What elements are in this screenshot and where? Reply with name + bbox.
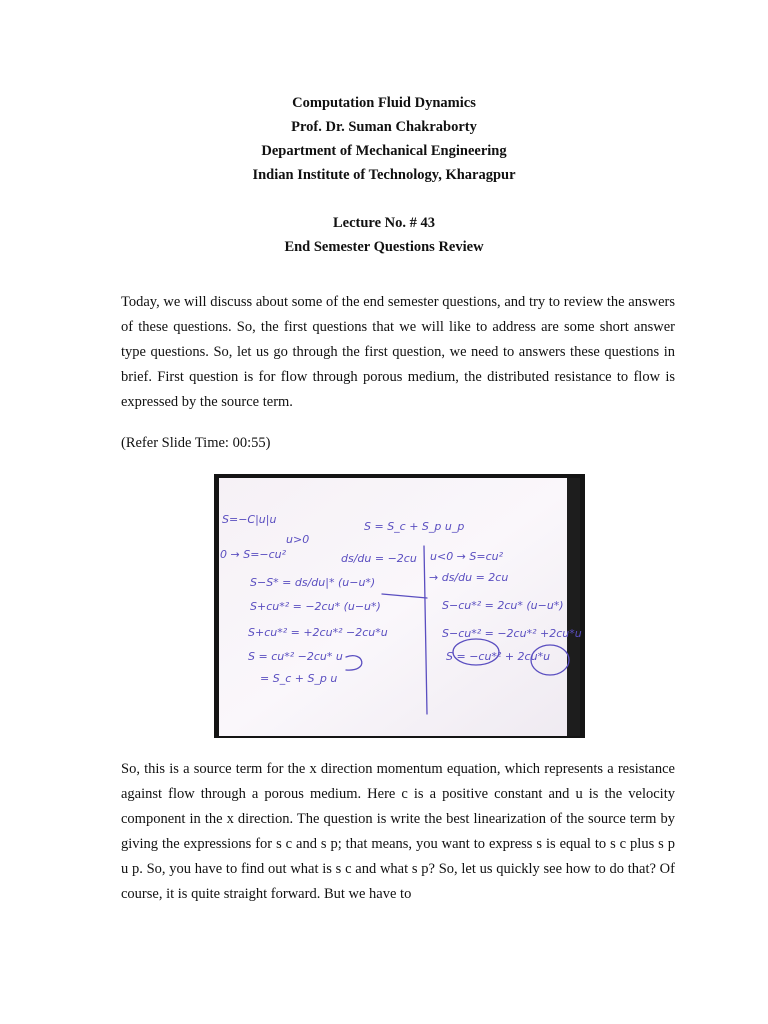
document-header [0,91,768,187]
course-title: Computation Fluid Dynamics [292,95,476,111]
slide-line: S=−C|u|u [222,513,277,526]
slide-line: ds/du = −2cu [341,552,417,565]
slide-line: S+cu*² = −2cu* (u−u*) [250,600,381,613]
slide-line: u<0 → S=cu² [430,550,504,563]
professor-name: Prof. Dr. Suman Chakraborty [291,119,477,135]
slide-line: u>0 [286,533,310,546]
slide-line: S = −cu*² + 2cu*u [446,650,551,663]
whiteboard-drawing [214,474,585,738]
slide-line: S+cu*² = +2cu*² −2cu*u [248,626,388,639]
body-paragraph: So, this is a source term for the x direction momentum equation, which represents a resistance against flow through a porous medium. Here c is a positive constant and u is the velocity component in the x direction. The question is write the best linearization of the source term by giving the expressions for s c and s p; that means, you want to express s is equal to s c plus s p u p. So, you have to find out what is s c and what s p? So, let us quickly see how to do that? Of course, it is quite straight forward. But we have to [121,761,675,902]
lecture-header [0,211,768,259]
slide-right-edge [567,478,580,736]
intro-paragraph: Today, we will discuss about some of the end semester questions, and try to review the answers of these questions. So, the first questions that we will like to address are some short answer type questions. So, let us go through the first question, we need to answers these questions in brief. First question is for flow through porous medium, the distributed resistance to flow is expressed by the source term. [121,294,675,410]
institute-name: Indian Institute of Technology, Kharagpur [252,167,516,183]
slide-line: = S_c + S_p u [260,672,338,685]
slide-line: S−S* = ds/du|* (u−u*) [250,576,376,589]
department-name: Department of Mechanical Engineering [261,143,507,159]
slide-line: 0 → S=−cu² [220,548,287,561]
lecture-title: End Semester Questions Review [284,239,484,255]
refer-slide-time: (Refer Slide Time: 00:55) [121,435,271,451]
lecture-slide-image [214,474,585,738]
slide-line: S−cu*² = 2cu* (u−u*) [442,599,564,612]
slide-line: → ds/du = 2cu [429,571,509,584]
slide-line: S = cu*² −2cu* u [248,650,343,663]
slide-line: S = S_c + S_p u_p [364,520,465,533]
lecture-number: Lecture No. # 43 [332,215,436,231]
slide-line: S−cu*² = −2cu*² +2cu*u [442,627,582,640]
